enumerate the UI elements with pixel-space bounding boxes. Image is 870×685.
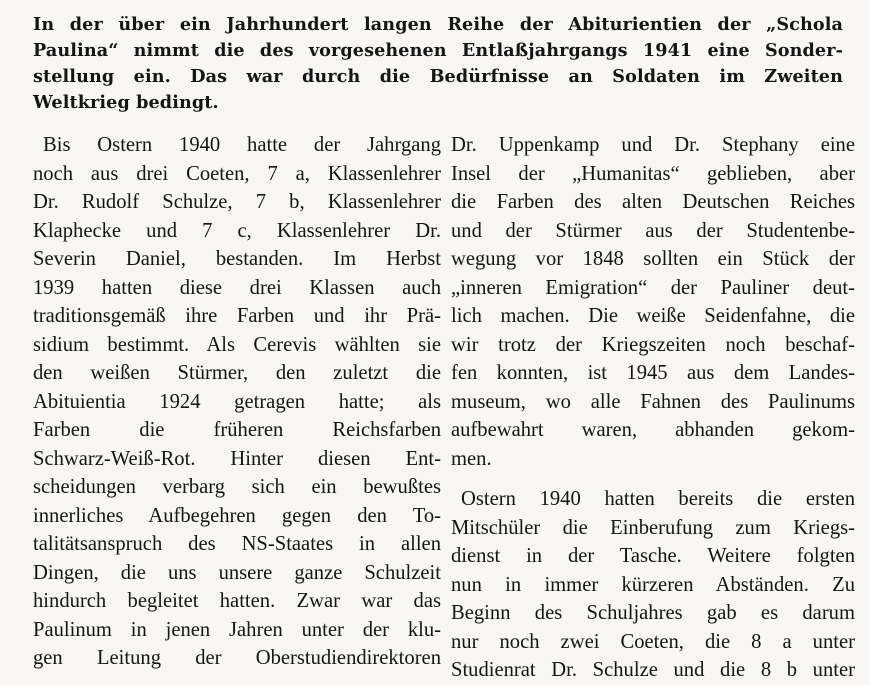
text-line: talitätsanspruch des NS-Staates in allen	[33, 533, 441, 555]
text-line: Klaphecke und 7 c, Klassenlehrer Dr.	[33, 219, 441, 242]
lead-paragraph	[33, 12, 843, 116]
text-line: Paulinum in jenen Jahren unter der klu-	[33, 618, 441, 641]
left-column	[33, 131, 441, 673]
text-line: Studienrat Dr. Schulze und die 8 b unter	[451, 659, 855, 681]
text-line: Insel der „Humanitas“ geblieben, aber	[451, 162, 855, 185]
text-line: Severin Daniel, bestanden. Im Herbst	[33, 248, 441, 270]
text-line: hindurch begleitet hatten. Zwar war das	[33, 590, 441, 612]
text-line: innerliches Aufbegehren gegen den To-	[33, 504, 441, 527]
text-line: museum, wo alle Fahnen des Paulinums	[451, 390, 855, 413]
text-line: Dr. Uppenkamp und Dr. Stephany eine	[451, 134, 855, 156]
text-line: „inneren Emigration“ der Pauliner deut-	[451, 276, 855, 299]
text-line: wegung vor 1848 sollten ein Stück der	[451, 248, 855, 270]
right-column	[451, 131, 855, 685]
text-line: und der Stürmer aus der Studentenbe-	[451, 219, 855, 242]
text-line: die Farben des alten Deutschen Reiches	[451, 191, 855, 213]
text-line: noch aus drei Coeten, 7 a, Klassenlehrer	[33, 162, 441, 185]
lead-line: In der über ein Jahrhundert langen Reihe der Abiturientien der „Schola	[33, 14, 843, 35]
lead-line: stellung ein. Das war durch die Bedürfnisse an Soldaten im Zweiten	[33, 66, 843, 87]
text-line: lich machen. Die weiße Seidenfahne, die	[451, 305, 855, 327]
paragraph-gap	[451, 473, 855, 485]
text-line: 1939 hatten diese drei Klassen auch	[33, 276, 441, 299]
lead-line: Paulina“ nimmt die des vorgesehenen Entlaßjahrgangs 1941 eine Sonder-	[33, 40, 843, 61]
text-line: Beginn des Schuljahres gab es darum	[451, 602, 855, 624]
text-line: Schwarz-Weiß-Rot. Hinter diesen Ent-	[33, 447, 441, 470]
text-line: gen Leitung der Oberstudiendirektoren	[33, 647, 441, 669]
text-line: sidium bestimmt. Als Cerevis wählten sie	[33, 333, 441, 356]
text-line: Ostern 1940 hatten bereits die ersten	[461, 488, 855, 510]
lead-line: Weltkrieg bedingt.	[33, 92, 219, 113]
text-line: aufbewahrt waren, abhanden gekom-	[451, 419, 855, 441]
text-line: men.	[451, 447, 492, 470]
text-line: traditionsgemäß ihre Farben und ihr Prä-	[33, 305, 441, 327]
text-line: Farben die früheren Reichsfarben	[33, 419, 441, 441]
text-line: Mitschüler die Einberufung zum Kriegs-	[451, 516, 855, 539]
text-line: Bis Ostern 1940 hatte der Jahrgang	[43, 134, 441, 156]
text-line: nur noch zwei Coeten, die 8 a unter	[451, 630, 855, 653]
text-line: dienst in der Tasche. Weitere folgten	[451, 545, 855, 567]
text-line: nun in immer kürzeren Abständen. Zu	[451, 573, 855, 596]
text-line: Dr. Rudolf Schulze, 7 b, Klassenlehrer	[33, 191, 441, 213]
text-line: fen konnten, ist 1945 aus dem Landes-	[451, 362, 855, 384]
text-line: wir trotz der Kriegszeiten noch beschaf-	[451, 333, 855, 356]
text-line: Abituientia 1924 getragen hatte; als	[33, 390, 441, 413]
text-line: scheidungen verbarg sich ein bewußtes	[33, 476, 441, 498]
text-line: Dingen, die uns unsere ganze Schulzeit	[33, 561, 441, 584]
text-line: den weißen Stürmer, den zuletzt die	[33, 362, 441, 384]
